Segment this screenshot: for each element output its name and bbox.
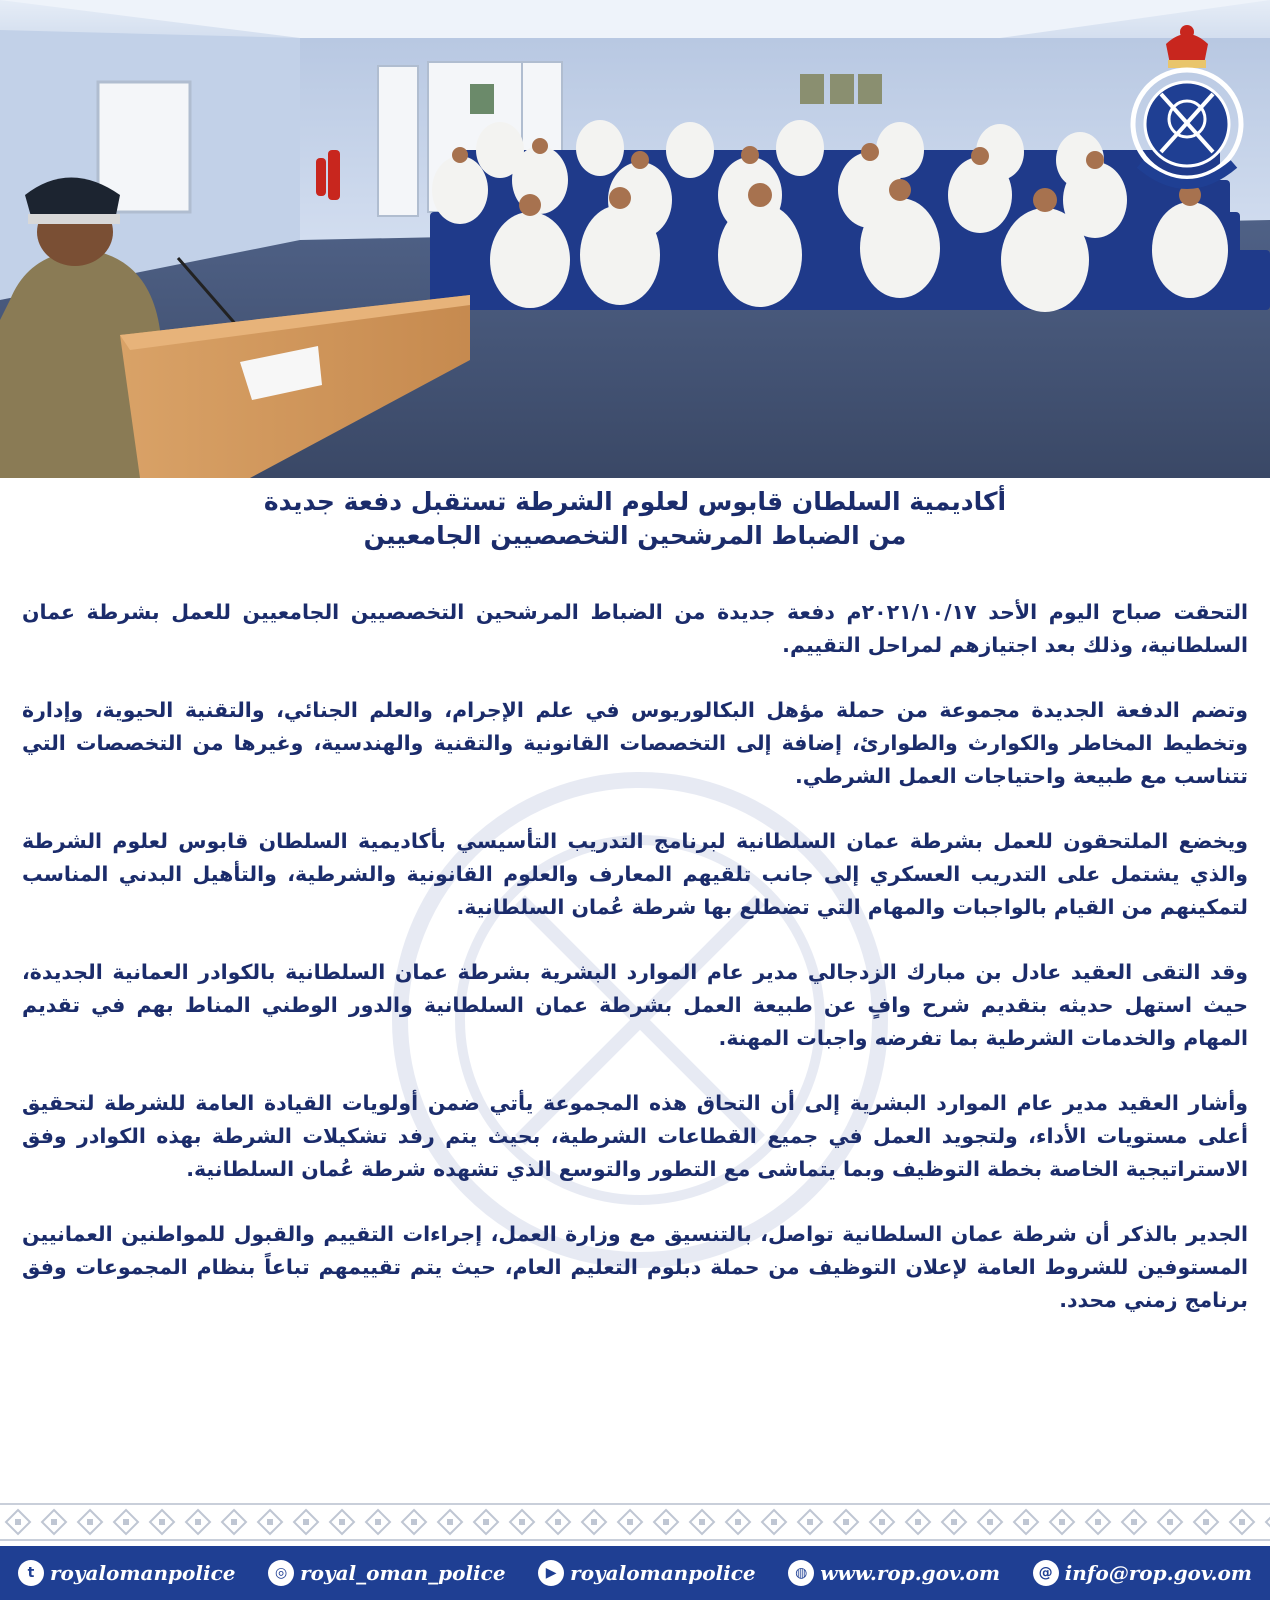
youtube-icon: ▶ (538, 1560, 564, 1586)
decorative-pattern-band (0, 1500, 1270, 1544)
article-body (22, 596, 1248, 1349)
paragraph-3: ويخضع الملتحقون للعمل بشرطة عمان السلطانية لبرنامج التدريب التأسيسي بأكاديمية السلطان قابوس لعلوم الشرطة والذي يشتمل على التدريب العسكري إلى جانب تلقيهم المعارف والعلوم القانونية والشرطية، والتأهيل البدني المناسب لتمكينهم من القيام بالواجبات والمهام التي تضطلع بها شرطة عُمان السلطانية. (22, 829, 1248, 919)
website-link[interactable]: www.rop.gov.om (820, 1561, 1001, 1585)
footer-email[interactable] (1033, 1560, 1252, 1586)
headline-line-1: أكاديمية السلطان قابوس لعلوم الشرطة تستقبل دفعة جديدة (263, 487, 1007, 516)
youtube-handle[interactable]: royalomanpolice (570, 1561, 756, 1585)
rop-emblem-icon (1126, 14, 1248, 204)
lecture-hall-photo (0, 0, 1270, 478)
at-icon: @ (1033, 1560, 1059, 1586)
twitter-icon: t (18, 1560, 44, 1586)
paragraph-1: التحقت صباح اليوم الأحد ٢٠٢١/١٠/١٧م دفعة جديدة من الضباط المرشحين التخصصيين الجامعيين للعمل بشرطة عمان السلطانية، وذلك بعد اجتيازهم لمراحل التقييم. (22, 600, 1248, 657)
footer-youtube[interactable] (538, 1560, 755, 1586)
twitter-handle[interactable]: royalomanpolice (50, 1561, 236, 1585)
instagram-icon: ◎ (268, 1560, 294, 1586)
paragraph-5: وأشار العقيد مدير عام الموارد البشرية إلى أن التحاق هذه المجموعة يأتي ضمن أولويات القيادة العامة للشرطة لتحقيق أعلى مستويات الأداء، ولتجويد العمل في جميع القطاعات الشرطية، بحيث يتم رفد تشكيلات الشرطة بهذه الكوادر وفق الاستراتيجية الخاصة بخطة التوظيف وبما يتماشى مع التطور والتوسع الذي تشهده شرطة عُمان السلطانية. (22, 1091, 1248, 1181)
headline-line-2: من الضباط المرشحين التخصصيين الجامعيين (363, 521, 907, 550)
globe-icon: ◍ (788, 1560, 814, 1586)
footer-twitter[interactable] (18, 1560, 235, 1586)
headline (20, 485, 1250, 553)
email-link[interactable]: info@rop.gov.om (1064, 1561, 1252, 1585)
social-footer (0, 1546, 1270, 1600)
footer-instagram[interactable] (268, 1560, 505, 1586)
instagram-handle[interactable]: royal_oman_police (300, 1561, 506, 1585)
paragraph-2: وتضم الدفعة الجديدة مجموعة من حملة مؤهل البكالوريوس في علم الإجرام، والعلم الجنائي، والتقنية الحيوية، وإدارة وتخطيط المخاطر والكوارث والطوارئ، إضافة إلى التخصصات القانونية والتقنية والهندسية، وغيرها من التخصصات التي تتناسب مع طبيعة واحتياجات العمل الشرطي. (22, 698, 1248, 788)
paragraph-4: وقد التقى العقيد عادل بن مبارك الزدجالي مدير عام الموارد البشرية بشرطة عمان السلطانية بالكوادر العمانية الجديدة، حيث استهل حديثه بتقديم شرح وافٍ عن طبيعة العمل بشرطة عمان السلطانية والدور الوطني المناط بهم في تقديم المهام والخدمات الشرطية بما تفرضه واجبات المهنة. (22, 960, 1248, 1050)
paragraph-6: الجدير بالذكر أن شرطة عمان السلطانية تواصل، بالتنسيق مع وزارة العمل، إجراءات التقييم والقبول للمواطنين العمانيين المستوفين للشروط العامة لإعلان التوظيف من حملة دبلوم التعليم العام، حيث يتم تقييمهم تباعاً بنظام المجموعات وفق برنامج زمني محدد. (22, 1222, 1248, 1312)
footer-website[interactable] (788, 1560, 1000, 1586)
